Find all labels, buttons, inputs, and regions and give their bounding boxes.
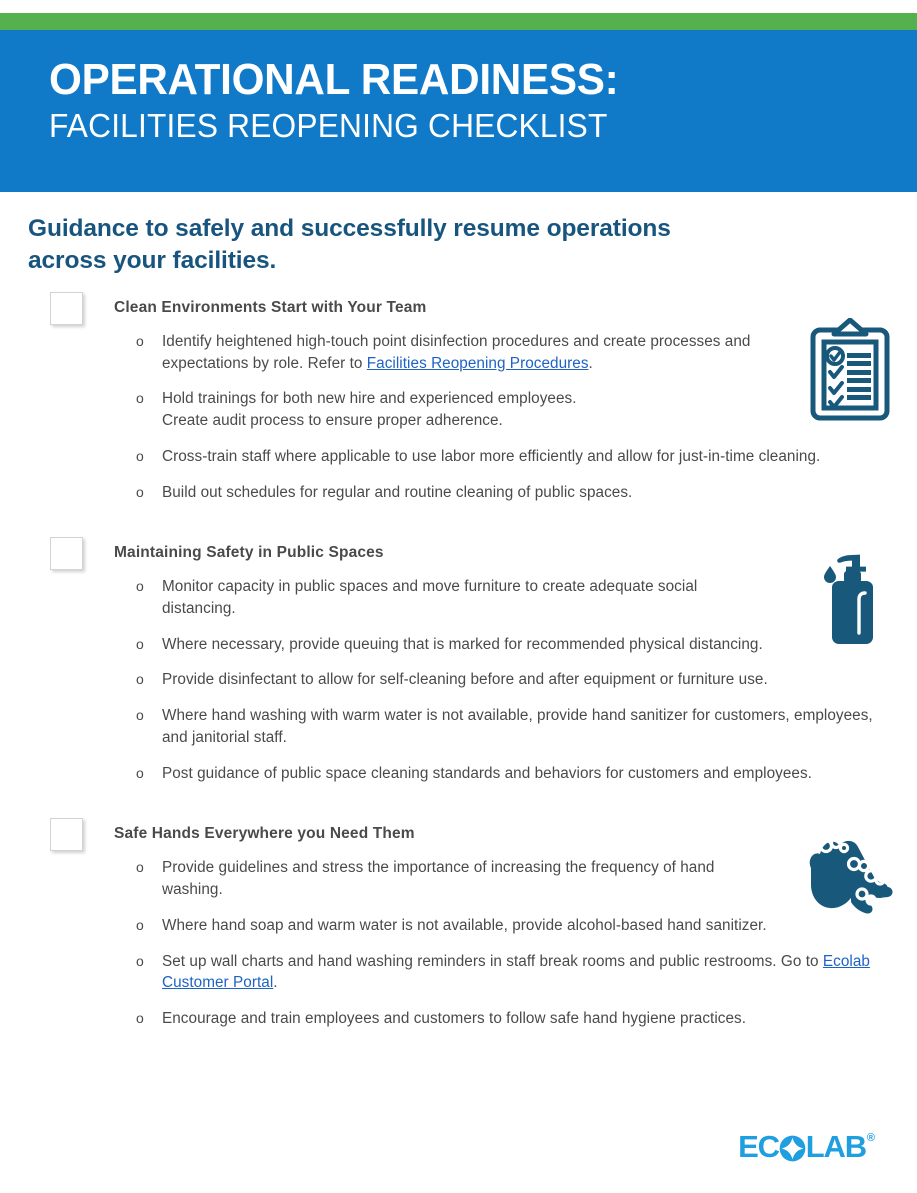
bullet-text: Post guidance of public space cleaning standards and behaviors for customers and employees. [162, 764, 812, 782]
bullet-item [134, 705, 894, 748]
bullet-item [134, 482, 894, 504]
bullet-item [134, 1008, 774, 1030]
registered-trademark-icon: ® [866, 1132, 875, 1144]
section-header [0, 292, 917, 317]
bullet-item [134, 763, 894, 785]
inline-link[interactable]: Facilities Reopening Procedures [366, 354, 589, 372]
logo-text-after: LAB [805, 1129, 866, 1164]
bullet-text: Where hand washing with warm water is not available, provide hand sanitizer for customers, employees, and janitorial staff. [162, 707, 873, 746]
bullet-text: . [273, 974, 278, 992]
section-bullet-list [0, 331, 917, 503]
bullet-item [134, 951, 894, 994]
clipboard-checklist-icon [807, 318, 893, 427]
bullet-item [134, 669, 894, 691]
bullet-item [134, 915, 894, 937]
section-bullet-list [0, 576, 917, 784]
ecolab-logo [738, 1129, 875, 1165]
ecolab-logo-text [738, 1129, 875, 1165]
header-banner [0, 30, 917, 192]
checklist-body [0, 292, 917, 1030]
checklist-section [0, 818, 917, 1029]
hand-sanitizer-bottle-icon [818, 549, 882, 654]
washing-hands-icon [799, 828, 895, 925]
section-checkbox[interactable] [50, 292, 83, 325]
section-header [0, 537, 917, 562]
bullet-text: Create audit process to ensure proper adherence. [162, 412, 503, 430]
green-accent-bar [0, 13, 917, 30]
section-title: Maintaining Safety in Public Spaces [114, 544, 384, 562]
bullet-text: Encourage and train employees and customers to follow safe hand hygiene practices. [162, 1009, 747, 1027]
checklist-section [0, 292, 917, 503]
bullet-text: . [588, 354, 593, 372]
ecolab-star-o-icon [779, 1134, 806, 1161]
section-header [0, 818, 917, 843]
bullet-text: Build out schedules for regular and routine cleaning of public spaces. [162, 483, 633, 501]
bullet-item [134, 576, 774, 619]
section-checkbox[interactable] [50, 818, 83, 851]
bullet-text: Cross-train staff where applicable to use labor more efficiently and allow for just-in-time cleaning. [162, 447, 821, 465]
section-bullet-list [0, 857, 917, 1029]
bullet-item [134, 388, 774, 431]
bullet-item [134, 857, 774, 900]
inline-link[interactable]: Ecolab Customer Portal [162, 952, 870, 992]
bullet-text: Provide guidelines and stress the importance of increasing the frequency of hand washing. [162, 859, 715, 899]
bullet-text: Provide disinfectant to allow for self-cleaning before and after equipment or furniture use. [162, 671, 768, 689]
section-title: Clean Environments Start with Your Team [114, 299, 427, 316]
bullet-text: Hold trainings for both new hire and experienced employees. [162, 390, 577, 408]
bullet-text: Where necessary, provide queuing that is marked for recommended physical distancing. [162, 635, 763, 653]
bullet-item [134, 634, 774, 656]
checklist-section [0, 537, 917, 784]
bullet-text: Set up wall charts and hand washing reminders in staff break rooms and public restrooms. Go to [162, 952, 823, 970]
bullet-text: Where hand soap and warm water is not available, provide alcohol-based hand sanitizer. [162, 916, 767, 934]
page-subtitle: FACILITIES REOPENING CHECKLIST [49, 106, 608, 144]
bullet-item [134, 446, 894, 468]
guidance-heading [28, 213, 868, 278]
bullet-text: Monitor capacity in public spaces and move furniture to create adequate social distancing. [162, 578, 698, 618]
bullet-text: Identify heightened high-touch point disinfection procedures and create processes and expectations by role. Refer to [162, 333, 751, 372]
guidance-line-2: across your facilities. [28, 247, 277, 275]
guidance-line-1: Guidance to safely and successfully resume operations [28, 215, 671, 242]
logo-text-before: EC [738, 1129, 779, 1164]
bullet-item [134, 331, 774, 374]
section-title: Safe Hands Everywhere you Need Them [114, 825, 415, 843]
header-text-block [49, 57, 642, 146]
section-checkbox[interactable] [50, 537, 83, 570]
page-title: OPERATIONAL READINESS: [49, 55, 619, 104]
